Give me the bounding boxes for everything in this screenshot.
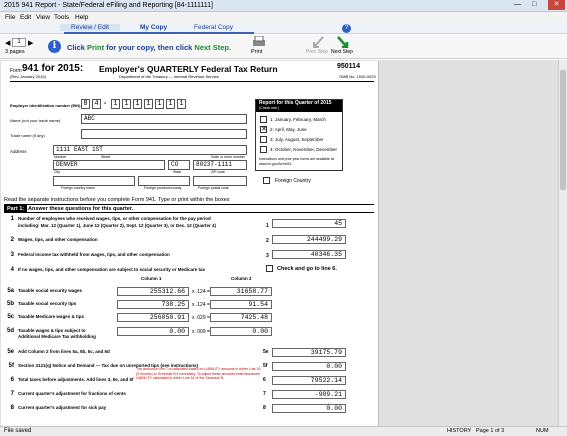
foreign-postal-field[interactable] — [193, 176, 247, 186]
quarter-box — [255, 99, 343, 171]
foreign-country-label: Foreign country name — [61, 186, 96, 190]
quarter-4-checkbox[interactable] — [260, 146, 267, 153]
toolbar — [0, 35, 567, 59]
line5d-text2: Additional Medicare Tax withholding — [18, 334, 96, 339]
message-text-2: for your copy, then click — [104, 43, 195, 52]
status-history: HISTORY — [447, 428, 472, 434]
line7-number: 7 — [10, 391, 14, 397]
street-field[interactable]: 1111 EAST 1ST — [53, 145, 247, 155]
help-icon[interactable]: ? — [342, 24, 351, 33]
menu-edit[interactable]: Edit — [20, 14, 32, 21]
line5a-rate: x .124 = — [192, 289, 210, 295]
message-print-link[interactable]: Print — [87, 43, 105, 52]
title-bar — [0, 0, 567, 12]
status-bar — [0, 426, 567, 436]
read-instructions-note: Read the separate instructions before you complete Form 941. Type or print within the boxes — [4, 197, 230, 203]
document-viewer — [0, 60, 558, 426]
prev-step-label: Prev Step — [306, 49, 328, 55]
part1-header — [4, 204, 374, 213]
quarter-2-label: 2: April, May, June — [270, 127, 307, 132]
line1-text2: including: Mar. 12 (Quarter 1), June 12 (Quarter 2), Sept. 12 (Quarter 3), or Dec. 12 (Quarter 4) — [18, 223, 217, 228]
quarter-1-checkbox[interactable] — [260, 116, 267, 123]
form-title: Employer's QUARTERLY Federal Tax Return — [99, 64, 278, 74]
line3-box-label: 3 — [266, 253, 269, 259]
foreign-country-field[interactable] — [53, 176, 135, 186]
printer-icon — [252, 36, 266, 48]
line5a-column2-field[interactable]: 31658.77 — [210, 287, 272, 296]
page-next-icon[interactable]: ▶ — [28, 40, 34, 47]
line5a-column1-field[interactable]: 255312.66 — [117, 287, 189, 296]
state-label: State — [173, 170, 182, 174]
next-step-icon — [337, 36, 349, 48]
quarter-check-one: (Check one.) — [259, 106, 280, 110]
line8-box-label: 8 — [263, 405, 266, 411]
line5f-text: Section 3121(q) Notice and Demand — Tax due on unreported tips (see instructions) — [18, 363, 198, 368]
line8-number: 8 — [10, 405, 14, 411]
form-title-number: 941 for 2015: — [22, 63, 84, 74]
foreign-postal-label: Foreign postal code — [198, 186, 229, 190]
line4-text: If no wages, tips, and other compensation are subject to social security or Medicare tax — [18, 267, 206, 272]
header-rule — [10, 81, 374, 82]
state-field[interactable]: CO — [168, 160, 190, 170]
line5f-box-label: 5f — [263, 363, 268, 369]
name-label: Name (not your trade name) — [10, 118, 61, 123]
quarter-instructions: Instructions and prior year forms are available at www.irs.gov/form941. — [259, 157, 334, 166]
line5f-amount-field[interactable]: 0.00 — [272, 362, 346, 371]
address-label: Address — [10, 149, 27, 154]
quarter-2-checkbox[interactable]: ✕ — [261, 126, 267, 133]
line5d-text: Taxable wages & tips subject to — [18, 328, 86, 333]
line5b-number: 5b — [6, 301, 14, 307]
menu-bar — [0, 12, 567, 23]
line8-amount-field[interactable]: 0.00 — [272, 404, 346, 413]
close-button[interactable]: ✕ — [548, 0, 565, 10]
foreign-province-field[interactable] — [138, 176, 190, 186]
line5c-column2-field[interactable]: 7425.48 — [210, 313, 272, 322]
next-step-label: Next Step — [331, 49, 353, 55]
trade-name-label: Trade name (if any) — [10, 133, 45, 138]
line5c-text: Taxable Medicare wages & tips — [18, 314, 84, 319]
tab-my-copy[interactable]: My Copy — [140, 24, 168, 31]
form-code: 950114 — [337, 63, 360, 70]
line2-wages-field[interactable]: 244499.29 — [272, 235, 346, 244]
next-step-button[interactable] — [331, 36, 355, 58]
line2-box-label: 2 — [266, 238, 269, 244]
omb-number: OMB No. 1545-0029 — [339, 74, 376, 79]
scrollbar-thumb[interactable] — [560, 70, 566, 190]
line5b-rate: x .124 = — [192, 302, 210, 308]
line1-text: Number of employees who received wages, tips, or other compensation for the pay period — [18, 216, 211, 221]
ein-digit[interactable]: 1 — [177, 99, 186, 109]
form-revision: (Rev. January 2015) — [10, 74, 46, 79]
line3-number: 3 — [10, 252, 14, 258]
ein-digit[interactable]: 1 — [144, 99, 153, 109]
tab-review-edit[interactable]: Review / Edit — [60, 24, 120, 31]
line6-box-label: 6 — [263, 377, 266, 383]
window-title: 2015 941 Report - State/Federal eFiling and Reporting [84-1111111] — [4, 2, 213, 9]
status-message: File saved — [4, 428, 32, 434]
menu-help[interactable]: Help — [75, 14, 89, 21]
view-tabs — [0, 23, 567, 34]
city-field[interactable]: DENVER — [53, 160, 165, 170]
ein-label: Employer identification number (EIN) — [10, 103, 81, 108]
ein-digit[interactable]: 1 — [122, 99, 131, 109]
line7-box-label: 7 — [263, 391, 266, 397]
quarter-3-checkbox[interactable] — [260, 136, 267, 143]
line5d-column2-field[interactable]: 0.00 — [210, 327, 272, 336]
line2-number: 2 — [10, 237, 14, 243]
name-field[interactable]: ABC — [81, 114, 247, 124]
part1-label: Part 1: — [4, 205, 27, 213]
line5c-number: 5c — [7, 314, 14, 320]
form-department: Department of the Treasury — Internal Revenue Service — [119, 74, 219, 79]
minimize-button[interactable]: — — [514, 1, 521, 8]
ein-digit[interactable]: 4 — [92, 99, 101, 109]
suite-label: Suite or room number — [211, 155, 245, 159]
quarter-3-label: 3: July, August, September — [270, 137, 324, 142]
foreign-province-label: Foreign province/county — [144, 186, 182, 190]
line3-withheld-field[interactable]: 40346.35 — [272, 250, 346, 259]
line5f-number: 5f — [8, 363, 14, 369]
prev-step-button[interactable] — [306, 36, 328, 58]
line4-check-label: Check and go to line 6. — [277, 266, 337, 272]
print-button[interactable] — [248, 36, 270, 58]
quarter-header — [256, 100, 342, 112]
ein-digit[interactable]: 8 — [81, 99, 90, 109]
line5d-column1-field[interactable]: 0.00 — [117, 327, 189, 336]
line4-number: 4 — [10, 267, 14, 273]
line7-amount-field[interactable]: -909.21 — [272, 390, 346, 399]
part1-title: Answer these questions for this quarter. — [28, 206, 134, 212]
menu-file[interactable]: File — [5, 14, 16, 21]
line5c-column1-field[interactable]: 256050.91 — [117, 313, 189, 322]
tab-progress-bar — [64, 32, 254, 34]
line5d-number: 5d — [6, 328, 14, 334]
line5e-box-label: 5e — [263, 349, 269, 355]
line1-employees-field[interactable]: 45 — [272, 219, 346, 228]
line5e-number: 5e — [7, 349, 14, 355]
page-prev-icon[interactable]: ◀ — [5, 40, 11, 47]
message-next-link[interactable]: Next Step. — [194, 43, 232, 52]
maximize-button[interactable]: □ — [532, 1, 537, 8]
ein-digit[interactable]: 1 — [133, 99, 142, 109]
line3-text: Federal income tax withheld from wages, tips, and other compensation — [18, 252, 170, 257]
line4-checkbox[interactable] — [266, 265, 273, 272]
line5e-amount-field[interactable]: 39175.79 — [272, 348, 346, 357]
form-941-page — [1, 61, 379, 426]
city-label: City — [54, 170, 61, 174]
line1-box-label: 1 — [266, 223, 269, 229]
line5b-column1-field[interactable]: 738.25 — [117, 300, 189, 309]
page-number-field[interactable]: 1 — [12, 38, 26, 47]
vertical-scrollbar[interactable] — [558, 60, 567, 426]
line1-number: 1 — [10, 216, 14, 222]
line5d-rate: x .009 = — [192, 329, 210, 335]
zip-label: ZIP code — [211, 170, 225, 174]
line5c-rate: x .029 = — [192, 315, 210, 321]
street-label: Street — [101, 155, 111, 159]
ein-digit[interactable]: 1 — [111, 99, 120, 109]
info-icon: i — [48, 40, 61, 53]
ein-digit[interactable]: 1 — [166, 99, 175, 109]
page-count: 3 pages — [5, 49, 25, 55]
line7-text: Current quarter's adjustment for fractions of cents — [18, 391, 126, 396]
line6-text: Total taxes before adjustments. Add lines 3, 5e, and 5f — [18, 377, 134, 382]
form-label: Form — [10, 68, 22, 74]
prev-step-icon — [312, 36, 324, 48]
line5e-text: Add Column 2 from lines 5a, 5b, 5c, and 5d — [18, 349, 110, 354]
line5b-column2-field[interactable]: 91.54 — [210, 300, 272, 309]
line5b-text: Taxable social security tips — [18, 301, 77, 306]
foreign-country-checkbox[interactable] — [263, 177, 270, 184]
quarter-1-label: 1: January, February, March — [270, 117, 326, 122]
instruction-message — [67, 43, 231, 52]
line8-text: Current quarter's adjustment for sick pay — [18, 405, 107, 410]
number-label: Number — [54, 155, 67, 159]
line5a-text: Taxable social security wages — [18, 288, 82, 293]
ein-digit[interactable]: 1 — [155, 99, 164, 109]
status-page: Page 1 of 3 — [476, 428, 505, 434]
column2-header: Column 2 — [231, 276, 252, 281]
quarter-title: Report for this Quarter of 2015 — [259, 100, 332, 106]
print-label: Print — [251, 49, 263, 55]
line2-text: Wages, tips, and other compensation — [18, 237, 98, 242]
tab-federal-copy[interactable]: Federal Copy — [194, 24, 234, 31]
trade-name-field[interactable] — [81, 129, 247, 139]
message-text: Click — [67, 43, 88, 52]
zip-field[interactable]: 80237-1111 — [193, 160, 247, 170]
line6-number: 6 — [10, 377, 14, 383]
column1-header: Column 1 — [141, 276, 162, 281]
ein-digit: - — [104, 100, 107, 107]
line6-amount-field[interactable]: 79522.14 — [272, 376, 346, 385]
foreign-country-check-label: Foreign Country — [275, 178, 311, 184]
line5a-number: 5a — [7, 288, 14, 294]
fractions-of-cents-note: The amount in line 7 is calculated based on LIABILITY amounts in either Line 16 (3 months) or Schedule B if necessary. To adjust these amounts enter/document LIABILITY calculated in either Line 16 or the Schedule B. — [136, 367, 261, 380]
menu-view[interactable]: View — [36, 14, 50, 21]
quarter-4-label: 4: October, November, December — [270, 147, 338, 152]
status-num: NUM — [536, 428, 549, 434]
menu-tools[interactable]: Tools — [54, 14, 70, 21]
